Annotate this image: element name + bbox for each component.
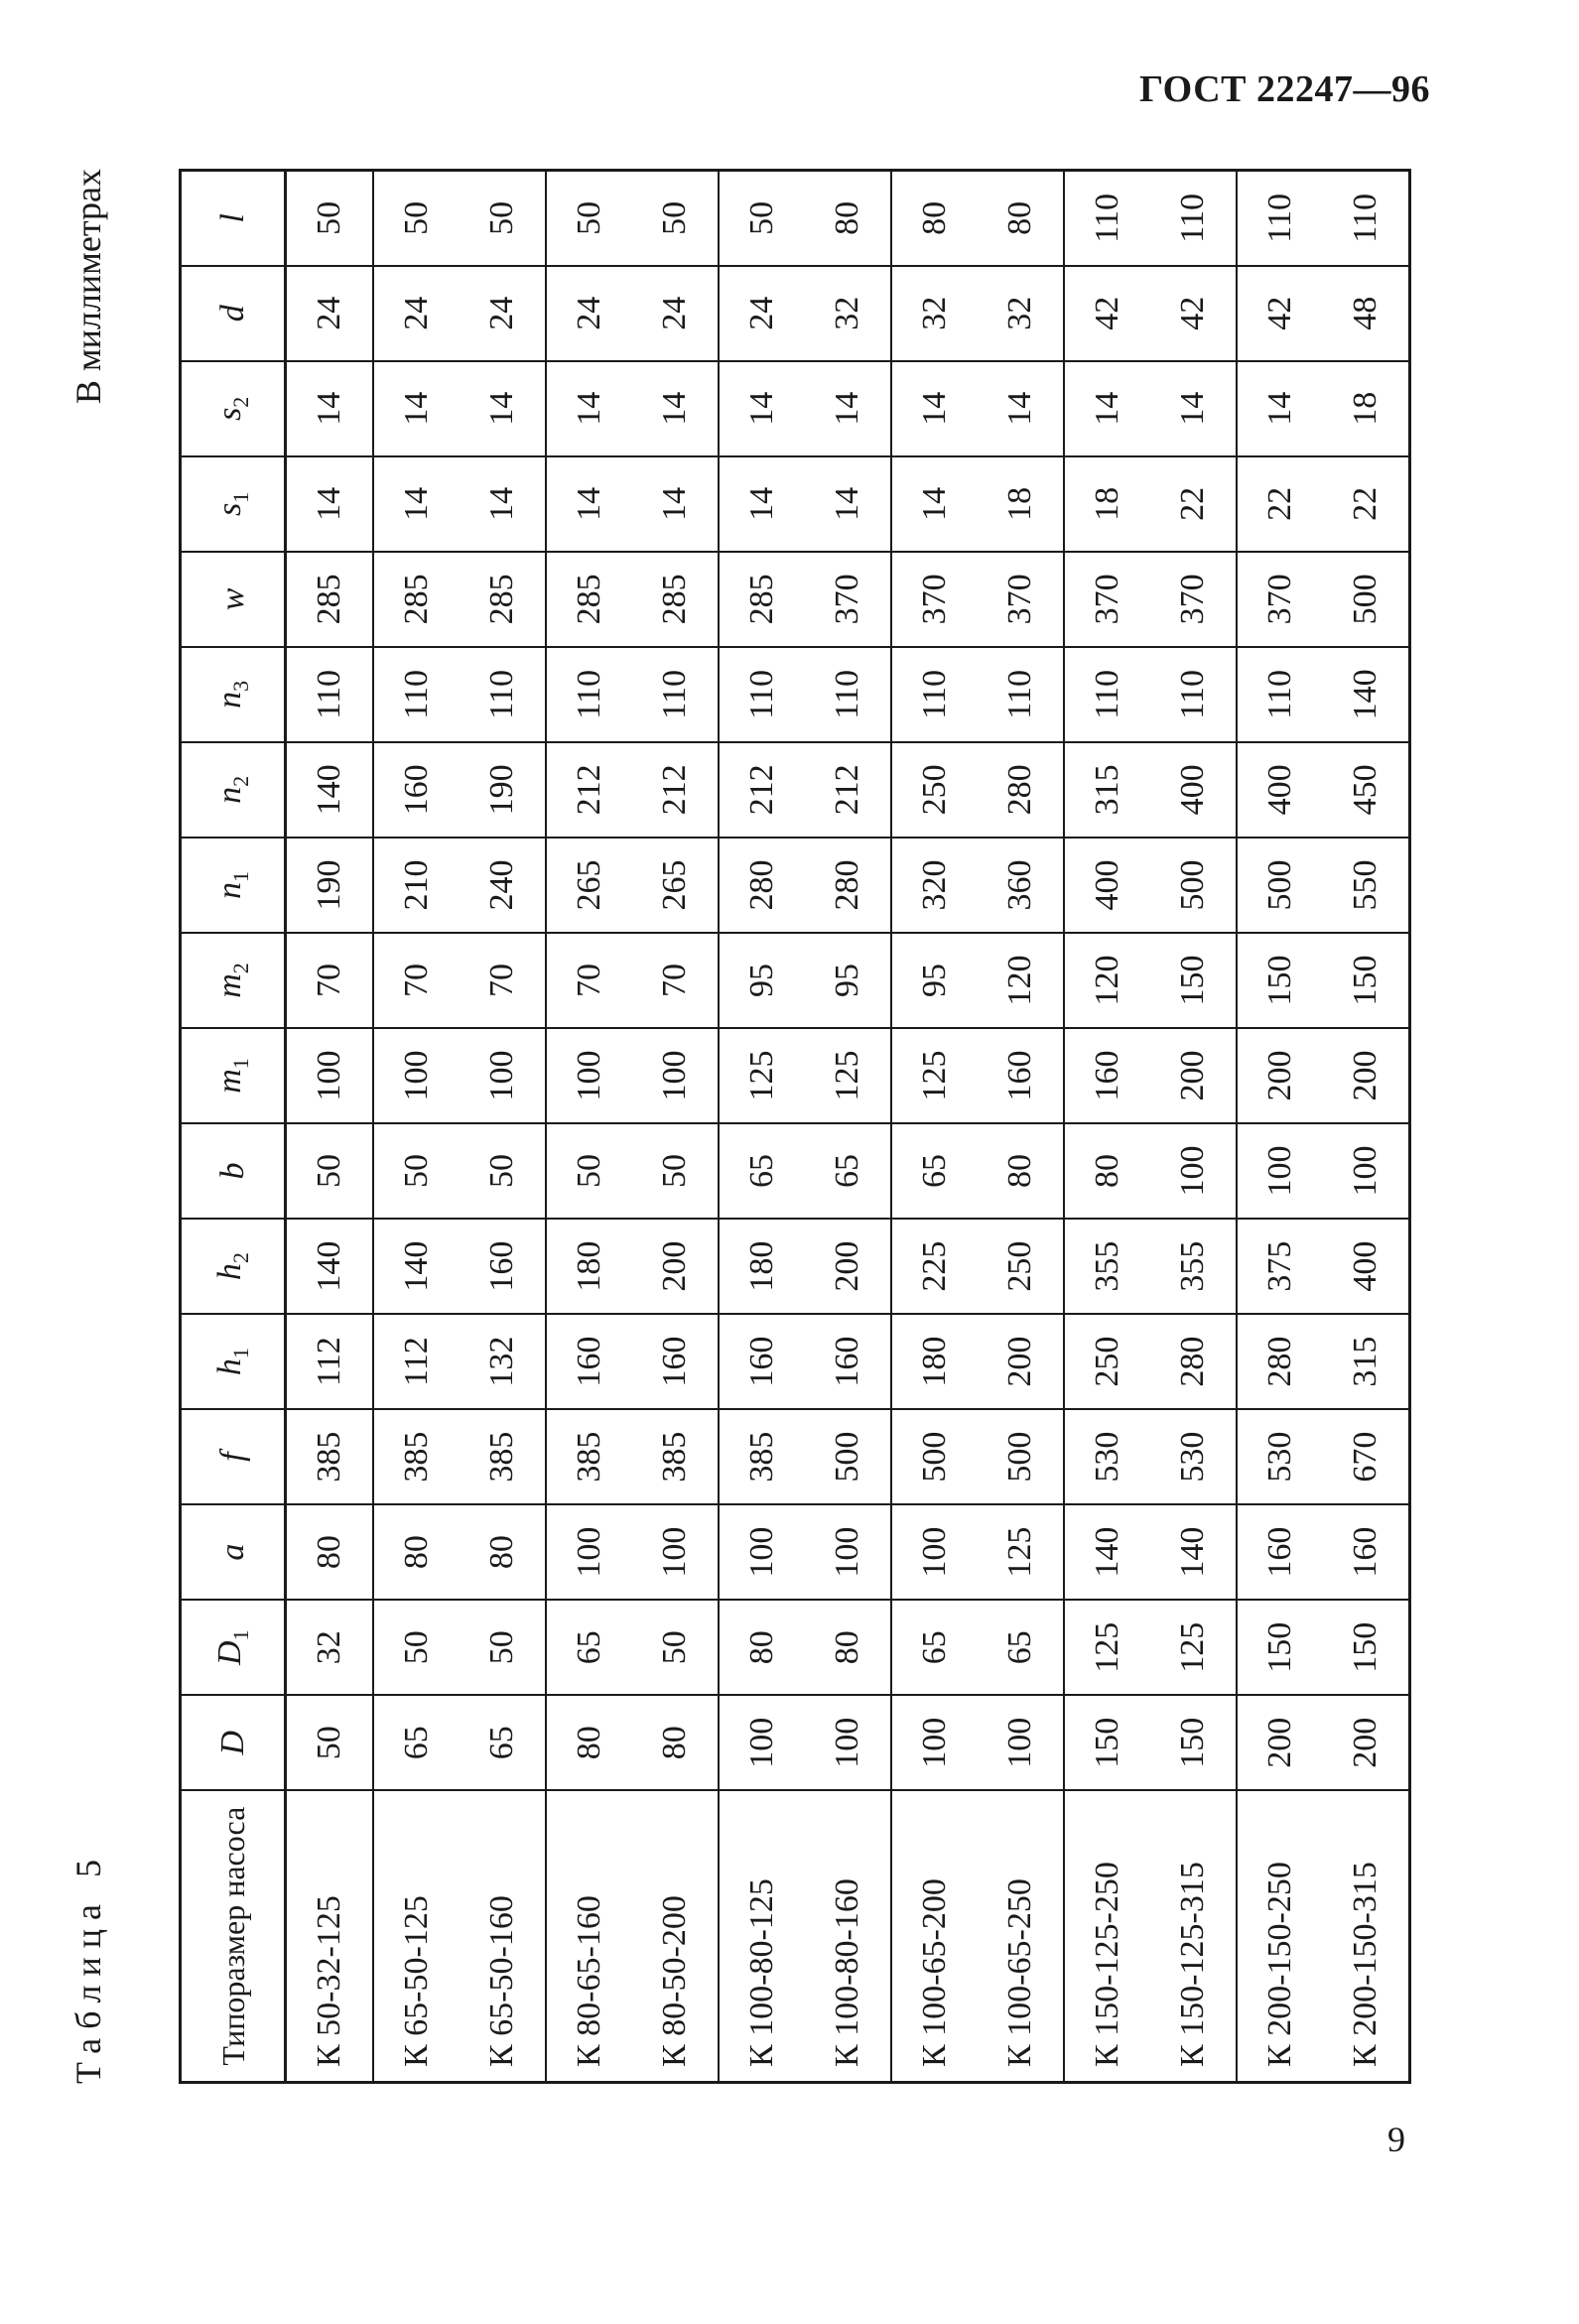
column-header: a xyxy=(181,1504,286,1600)
value-cell: 50 xyxy=(632,1123,719,1219)
value-cell: 95 xyxy=(891,933,978,1028)
value-cell: 70 xyxy=(632,933,719,1028)
table-row xyxy=(1150,171,1237,2083)
column-header: $D_1$ xyxy=(181,1600,286,1695)
column-header: $n_3$ xyxy=(181,647,286,742)
value-cell: 140 xyxy=(286,1219,374,1314)
value-cell: 240 xyxy=(460,838,546,933)
value-cell: 125 xyxy=(805,1028,891,1123)
value-cell: 315 xyxy=(1323,1314,1410,1409)
value-cell: 112 xyxy=(373,1314,460,1409)
table-row xyxy=(978,171,1064,2083)
column-header: $h_1$ xyxy=(181,1314,286,1409)
value-cell: 500 xyxy=(1323,552,1410,647)
pump-type-cell: К 150-125-250 xyxy=(1064,1790,1150,2082)
value-cell: 355 xyxy=(1064,1219,1150,1314)
table-row xyxy=(632,171,719,2083)
value-cell: 70 xyxy=(546,933,632,1028)
value-cell: 14 xyxy=(373,361,460,456)
value-cell: 200 xyxy=(805,1219,891,1314)
value-cell: 24 xyxy=(373,266,460,361)
value-cell: 100 xyxy=(1237,1123,1323,1219)
value-cell: 32 xyxy=(286,1600,374,1695)
value-cell: 132 xyxy=(460,1314,546,1409)
value-cell: 24 xyxy=(460,266,546,361)
value-cell: 500 xyxy=(978,1409,1064,1504)
table-row xyxy=(891,171,978,2083)
caption-row xyxy=(60,169,179,2084)
value-cell: 160 xyxy=(1323,1504,1410,1600)
value-cell: 400 xyxy=(1237,742,1323,838)
value-cell: 160 xyxy=(805,1314,891,1409)
pump-type-cell: К 200-150-315 xyxy=(1323,1790,1410,2082)
pump-type-cell: К 200-150-250 xyxy=(1237,1790,1323,2082)
value-cell: 100 xyxy=(891,1695,978,1790)
value-cell: 370 xyxy=(891,552,978,647)
value-cell: 24 xyxy=(719,266,805,361)
value-cell: 80 xyxy=(978,1123,1064,1219)
value-cell: 65 xyxy=(546,1600,632,1695)
value-cell: 110 xyxy=(1150,171,1237,266)
value-cell: 32 xyxy=(891,266,978,361)
column-header: $n_2$ xyxy=(181,742,286,838)
value-cell: 24 xyxy=(546,266,632,361)
value-cell: 110 xyxy=(460,647,546,742)
value-cell: 150 xyxy=(1323,933,1410,1028)
value-cell: 50 xyxy=(286,171,374,266)
value-cell: 250 xyxy=(1064,1314,1150,1409)
column-header: $n_1$ xyxy=(181,838,286,933)
pump-type-cell: К 65-50-125 xyxy=(373,1790,460,2082)
value-cell: 285 xyxy=(373,552,460,647)
value-cell: 212 xyxy=(719,742,805,838)
value-cell: 530 xyxy=(1064,1409,1150,1504)
value-cell: 180 xyxy=(891,1314,978,1409)
column-header: D xyxy=(181,1695,286,1790)
table-row xyxy=(805,171,891,2083)
value-cell: 22 xyxy=(1323,456,1410,552)
value-cell: 190 xyxy=(460,742,546,838)
pump-type-cell: К 100-65-200 xyxy=(891,1790,978,2082)
value-cell: 50 xyxy=(286,1695,374,1790)
value-cell: 50 xyxy=(373,1123,460,1219)
value-cell: 212 xyxy=(546,742,632,838)
value-cell: 160 xyxy=(460,1219,546,1314)
value-cell: 110 xyxy=(719,647,805,742)
value-cell: 95 xyxy=(719,933,805,1028)
value-cell: 370 xyxy=(1064,552,1150,647)
value-cell: 100 xyxy=(546,1504,632,1600)
value-cell: 160 xyxy=(632,1314,719,1409)
value-cell: 530 xyxy=(1150,1409,1237,1504)
value-cell: 180 xyxy=(719,1219,805,1314)
value-cell: 110 xyxy=(373,647,460,742)
value-cell: 285 xyxy=(719,552,805,647)
value-cell: 375 xyxy=(1237,1219,1323,1314)
value-cell: 14 xyxy=(891,456,978,552)
value-cell: 80 xyxy=(805,171,891,266)
value-cell: 250 xyxy=(891,742,978,838)
value-cell: 32 xyxy=(805,266,891,361)
column-header: l xyxy=(181,171,286,266)
value-cell: 160 xyxy=(1064,1028,1150,1123)
table-row xyxy=(1323,171,1410,2083)
pump-type-cell: К 80-50-200 xyxy=(632,1790,719,2082)
value-cell: 50 xyxy=(286,1123,374,1219)
dimensions-table xyxy=(179,169,1411,2084)
pump-type-cell: К 80-65-160 xyxy=(546,1790,632,2082)
value-cell: 125 xyxy=(1064,1600,1150,1695)
value-cell: 18 xyxy=(1323,361,1410,456)
value-cell: 385 xyxy=(460,1409,546,1504)
value-cell: 14 xyxy=(286,361,374,456)
value-cell: 370 xyxy=(1237,552,1323,647)
value-cell: 212 xyxy=(805,742,891,838)
value-cell: 22 xyxy=(1237,456,1323,552)
table-caption: Таблица 5 xyxy=(68,1851,108,2084)
value-cell: 14 xyxy=(978,361,1064,456)
value-cell: 24 xyxy=(632,266,719,361)
value-cell: 80 xyxy=(373,1504,460,1600)
value-cell: 280 xyxy=(719,838,805,933)
column-header: b xyxy=(181,1123,286,1219)
value-cell: 500 xyxy=(1150,838,1237,933)
table-row xyxy=(546,171,632,2083)
value-cell: 280 xyxy=(805,838,891,933)
value-cell: 385 xyxy=(546,1409,632,1504)
value-cell: 370 xyxy=(1150,552,1237,647)
value-cell: 65 xyxy=(460,1695,546,1790)
value-cell: 50 xyxy=(460,1123,546,1219)
value-cell: 450 xyxy=(1323,742,1410,838)
value-cell: 65 xyxy=(719,1123,805,1219)
value-cell: 100 xyxy=(1150,1123,1237,1219)
value-cell: 160 xyxy=(373,742,460,838)
value-cell: 18 xyxy=(978,456,1064,552)
value-cell: 110 xyxy=(805,647,891,742)
value-cell: 125 xyxy=(978,1504,1064,1600)
value-cell: 315 xyxy=(1064,742,1150,838)
value-cell: 110 xyxy=(632,647,719,742)
value-cell: 14 xyxy=(546,361,632,456)
value-cell: 110 xyxy=(1323,171,1410,266)
value-cell: 140 xyxy=(1064,1504,1150,1600)
value-cell: 100 xyxy=(286,1028,374,1123)
value-cell: 100 xyxy=(978,1695,1064,1790)
value-cell: 42 xyxy=(1150,266,1237,361)
value-cell: 50 xyxy=(460,171,546,266)
value-cell: 120 xyxy=(1064,933,1150,1028)
value-cell: 65 xyxy=(373,1695,460,1790)
value-cell: 100 xyxy=(546,1028,632,1123)
value-cell: 100 xyxy=(460,1028,546,1123)
value-cell: 355 xyxy=(1150,1219,1237,1314)
pump-type-cell: К 100-80-125 xyxy=(719,1790,805,2082)
value-cell: 150 xyxy=(1323,1600,1410,1695)
value-cell: 80 xyxy=(460,1504,546,1600)
rotated-table-block xyxy=(60,169,1449,2084)
value-cell: 125 xyxy=(1150,1600,1237,1695)
value-cell: 285 xyxy=(286,552,374,647)
value-cell: 190 xyxy=(286,838,374,933)
value-cell: 14 xyxy=(891,361,978,456)
value-cell: 280 xyxy=(1237,1314,1323,1409)
pump-type-cell: К 50-32-125 xyxy=(286,1790,374,2082)
pump-type-cell: К 150-125-315 xyxy=(1150,1790,1237,2082)
document-id: ГОСТ 22247—96 xyxy=(1138,68,1430,110)
value-cell: 160 xyxy=(978,1028,1064,1123)
value-cell: 14 xyxy=(460,456,546,552)
value-cell: 95 xyxy=(805,933,891,1028)
value-cell: 500 xyxy=(891,1409,978,1504)
value-cell: 110 xyxy=(546,647,632,742)
value-cell: 125 xyxy=(891,1028,978,1123)
table-row xyxy=(460,171,546,2083)
table-header-row xyxy=(181,171,286,2083)
value-cell: 200 xyxy=(1237,1028,1323,1123)
value-cell: 265 xyxy=(632,838,719,933)
value-cell: 212 xyxy=(632,742,719,838)
value-cell: 200 xyxy=(632,1219,719,1314)
value-cell: 110 xyxy=(978,647,1064,742)
value-cell: 50 xyxy=(632,171,719,266)
value-cell: 100 xyxy=(805,1504,891,1600)
value-cell: 70 xyxy=(286,933,374,1028)
value-cell: 140 xyxy=(373,1219,460,1314)
value-cell: 110 xyxy=(1064,171,1150,266)
value-cell: 80 xyxy=(719,1600,805,1695)
value-cell: 400 xyxy=(1064,838,1150,933)
column-header: $m_1$ xyxy=(181,1028,286,1123)
value-cell: 110 xyxy=(1064,647,1150,742)
value-cell: 14 xyxy=(1150,361,1237,456)
value-cell: 14 xyxy=(805,456,891,552)
value-cell: 150 xyxy=(1237,1600,1323,1695)
value-cell: 385 xyxy=(373,1409,460,1504)
value-cell: 120 xyxy=(978,933,1064,1028)
value-cell: 140 xyxy=(1150,1504,1237,1600)
value-cell: 200 xyxy=(978,1314,1064,1409)
value-cell: 70 xyxy=(460,933,546,1028)
value-cell: 48 xyxy=(1323,266,1410,361)
value-cell: 42 xyxy=(1064,266,1150,361)
value-cell: 160 xyxy=(546,1314,632,1409)
value-cell: 14 xyxy=(632,456,719,552)
value-cell: 50 xyxy=(546,1123,632,1219)
value-cell: 370 xyxy=(805,552,891,647)
value-cell: 80 xyxy=(805,1600,891,1695)
column-header: w xyxy=(181,552,286,647)
column-header: $s_1$ xyxy=(181,456,286,552)
value-cell: 140 xyxy=(1323,647,1410,742)
value-cell: 24 xyxy=(286,266,374,361)
column-header: f xyxy=(181,1409,286,1504)
value-cell: 670 xyxy=(1323,1409,1410,1504)
value-cell: 250 xyxy=(978,1219,1064,1314)
table-row xyxy=(1237,171,1323,2083)
value-cell: 14 xyxy=(632,361,719,456)
value-cell: 550 xyxy=(1323,838,1410,933)
value-cell: 80 xyxy=(286,1504,374,1600)
value-cell: 14 xyxy=(286,456,374,552)
value-cell: 50 xyxy=(546,171,632,266)
value-cell: 140 xyxy=(286,742,374,838)
value-cell: 100 xyxy=(1323,1123,1410,1219)
value-cell: 18 xyxy=(1064,456,1150,552)
value-cell: 100 xyxy=(719,1695,805,1790)
value-cell: 80 xyxy=(891,171,978,266)
value-cell: 200 xyxy=(1150,1028,1237,1123)
value-cell: 150 xyxy=(1150,1695,1237,1790)
value-cell: 200 xyxy=(1237,1695,1323,1790)
value-cell: 80 xyxy=(978,171,1064,266)
value-cell: 100 xyxy=(632,1504,719,1600)
value-cell: 160 xyxy=(719,1314,805,1409)
table-row xyxy=(1064,171,1150,2083)
value-cell: 200 xyxy=(1323,1028,1410,1123)
value-cell: 385 xyxy=(632,1409,719,1504)
value-cell: 14 xyxy=(719,361,805,456)
value-cell: 112 xyxy=(286,1314,374,1409)
column-header: $h_2$ xyxy=(181,1219,286,1314)
value-cell: 65 xyxy=(891,1123,978,1219)
pump-type-cell: К 100-80-160 xyxy=(805,1790,891,2082)
value-cell: 65 xyxy=(891,1600,978,1695)
value-cell: 50 xyxy=(719,171,805,266)
value-cell: 320 xyxy=(891,838,978,933)
value-cell: 110 xyxy=(891,647,978,742)
value-cell: 285 xyxy=(460,552,546,647)
table-row xyxy=(373,171,460,2083)
value-cell: 14 xyxy=(719,456,805,552)
column-header-pump-type: Типоразмер насоса xyxy=(181,1790,286,2082)
value-cell: 50 xyxy=(373,171,460,266)
value-cell: 360 xyxy=(978,838,1064,933)
pump-type-cell: К 100-65-250 xyxy=(978,1790,1064,2082)
value-cell: 110 xyxy=(1237,647,1323,742)
value-cell: 50 xyxy=(460,1600,546,1695)
value-cell: 14 xyxy=(805,361,891,456)
value-cell: 14 xyxy=(546,456,632,552)
value-cell: 180 xyxy=(546,1219,632,1314)
value-cell: 80 xyxy=(632,1695,719,1790)
value-cell: 370 xyxy=(978,552,1064,647)
value-cell: 80 xyxy=(546,1695,632,1790)
value-cell: 280 xyxy=(1150,1314,1237,1409)
value-cell: 65 xyxy=(978,1600,1064,1695)
unit-note: В миллиметрах xyxy=(68,169,108,405)
column-header: $s_2$ xyxy=(181,361,286,456)
value-cell: 385 xyxy=(719,1409,805,1504)
page-number: 9 xyxy=(1387,2120,1405,2159)
value-cell: 530 xyxy=(1237,1409,1323,1504)
value-cell: 150 xyxy=(1150,933,1237,1028)
value-cell: 100 xyxy=(632,1028,719,1123)
value-cell: 110 xyxy=(1150,647,1237,742)
value-cell: 150 xyxy=(1237,933,1323,1028)
value-cell: 160 xyxy=(1237,1504,1323,1600)
value-cell: 200 xyxy=(1323,1695,1410,1790)
table-body xyxy=(286,171,1410,2083)
value-cell: 80 xyxy=(1064,1123,1150,1219)
value-cell: 14 xyxy=(373,456,460,552)
value-cell: 100 xyxy=(373,1028,460,1123)
column-header: d xyxy=(181,266,286,361)
value-cell: 50 xyxy=(632,1600,719,1695)
pump-type-cell: К 65-50-160 xyxy=(460,1790,546,2082)
value-cell: 225 xyxy=(891,1219,978,1314)
value-cell: 500 xyxy=(805,1409,891,1504)
value-cell: 210 xyxy=(373,838,460,933)
value-cell: 500 xyxy=(1237,838,1323,933)
value-cell: 125 xyxy=(719,1028,805,1123)
table-row xyxy=(286,171,374,2083)
value-cell: 400 xyxy=(1323,1219,1410,1314)
value-cell: 150 xyxy=(1064,1695,1150,1790)
value-cell: 385 xyxy=(286,1409,374,1504)
value-cell: 32 xyxy=(978,266,1064,361)
value-cell: 100 xyxy=(805,1695,891,1790)
value-cell: 14 xyxy=(1237,361,1323,456)
value-cell: 285 xyxy=(546,552,632,647)
value-cell: 400 xyxy=(1150,742,1237,838)
value-cell: 110 xyxy=(1237,171,1323,266)
value-cell: 22 xyxy=(1150,456,1237,552)
value-cell: 50 xyxy=(373,1600,460,1695)
value-cell: 65 xyxy=(805,1123,891,1219)
value-cell: 14 xyxy=(460,361,546,456)
value-cell: 42 xyxy=(1237,266,1323,361)
value-cell: 100 xyxy=(719,1504,805,1600)
value-cell: 110 xyxy=(286,647,374,742)
value-cell: 70 xyxy=(373,933,460,1028)
value-cell: 265 xyxy=(546,838,632,933)
value-cell: 100 xyxy=(891,1504,978,1600)
table-row xyxy=(719,171,805,2083)
value-cell: 285 xyxy=(632,552,719,647)
value-cell: 14 xyxy=(1064,361,1150,456)
column-header: $m_2$ xyxy=(181,933,286,1028)
value-cell: 280 xyxy=(978,742,1064,838)
